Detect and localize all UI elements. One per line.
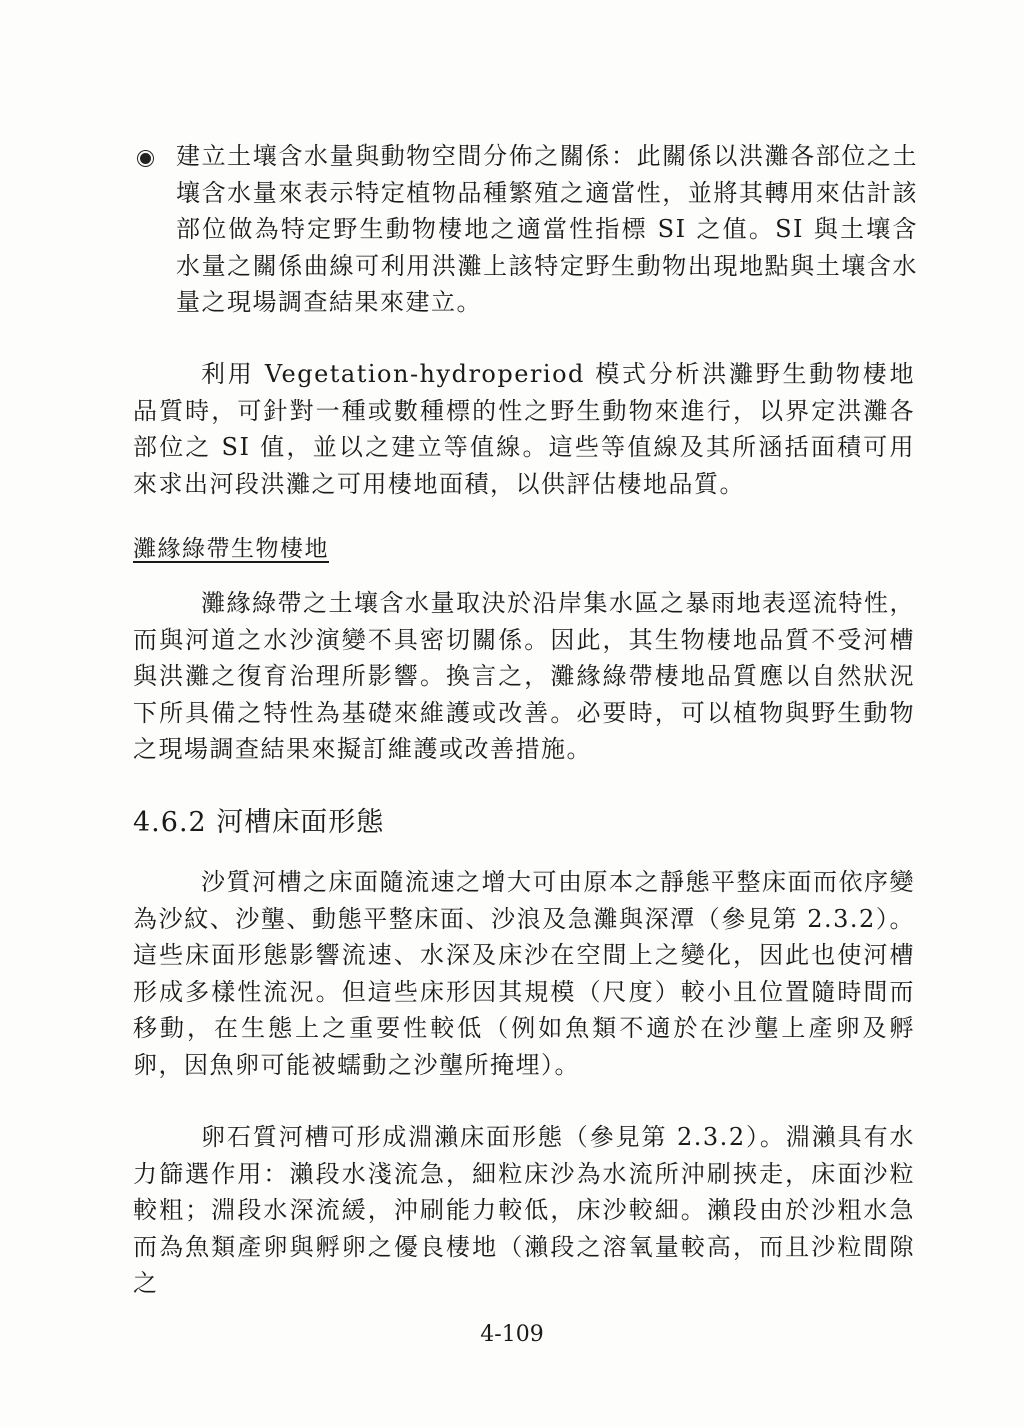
paragraph-sand-bed-forms: 沙質河槽之床面隨流速之增大可由原本之靜態平整床面而依序變為沙紋、沙壟、動態平整床面、沙浪及急灘與深潭（參見第 2.3.2）。這些床面形態影響流速、水深及床沙在空間上之變化，因此也使河槽形成多樣性流況。但這些床形因其規模（尺度）較小且位置隨時間而移動，在生態上之重要性較低（例如魚類不適於在沙壟上產卵及孵卵，因魚卵可能被蠕動之沙壟所掩埋）。	[133, 868, 915, 1079]
bullet-icon	[140, 153, 151, 164]
paragraph-gravel-pool-riffle: 卵石質河槽可形成淵瀨床面形態（參見第 2.3.2）。淵瀨具有水力篩選作用：瀨段水淺流急，細粒床沙為水流所沖刷挾走，床面沙粒較粗；淵段水深流緩，沖刷能力較低，床沙較細。瀨段由於沙粗水急而為魚類產卵與孵卵之優良棲地（瀨段之溶氧量較高，而且沙粒間隙之	[133, 1123, 915, 1297]
page-number: 4-109	[480, 1322, 544, 1347]
paragraph-vegetation-hydroperiod: 利用 Vegetation-hydroperiod 模式分析洪灘野生動物棲地品質時，可針對一種或數種標的性之野生動物來進行，以界定洪灘各部位之 SI 值，並以之建立等值線。這些等值線及其所涵括面積可用來求出河段洪灘之可用棲地面積，以供評估棲地品質。	[133, 360, 915, 498]
bullet-text: 建立土壤含水量與動物空間分佈之關係：此關係以洪灘各部位之土壤含水量來表示特定植物品種繁殖之適當性，並將其轉用來估計該部位做為特定野生動物棲地之適當性指標 SI 之值。SI 與土壤含水量之關係曲線可利用洪灘上該特定野生動物出現地點與土壤含水量之現場調查結果來建立。	[176, 142, 918, 316]
paragraph-riparian-greenbelt: 灘緣綠帶之土壤含水量取決於沿岸集水區之暴雨地表逕流特性，而與河道之水沙演變不具密切關係。因此，其生物棲地品質不受河槽與洪灘之復育治理所影響。換言之，灘緣綠帶棲地品質應以自然狀況下所具備之特性為基礎來維護或改善。必要時，可以植物與野生動物之現場調查結果來擬訂維護或改善措施。	[133, 589, 915, 763]
subheading-riparian-habitat: 灘緣綠帶生物棲地	[133, 536, 329, 562]
section-title: 4.6.2 河槽床面形態	[133, 807, 385, 838]
